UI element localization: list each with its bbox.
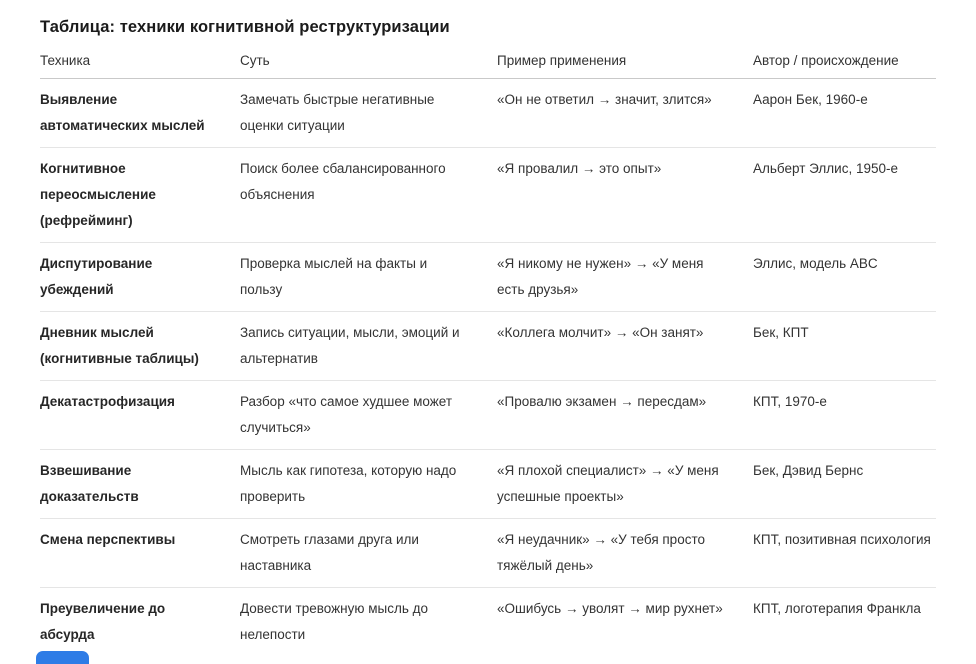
cell-text: Запись ситуации, мысли, эмоций и альтернатив: [240, 325, 460, 366]
cell-text: Замечать быстрые негативные оценки ситуации: [240, 92, 435, 133]
column-header-essence: Суть: [240, 53, 270, 68]
cell-origin: [753, 381, 936, 449]
table-row: [40, 79, 936, 148]
cell-text: «Ошибусь → уволят → мир рухнет»: [497, 601, 723, 616]
cell-text: Преувеличение до абсурда: [40, 601, 166, 642]
cell-example: [497, 312, 753, 380]
table-header-row: [40, 48, 936, 79]
cell-technique: [40, 381, 240, 449]
cell-technique: [40, 148, 240, 242]
cell-technique: [40, 312, 240, 380]
cell-text: Декатастрофизация: [40, 394, 175, 409]
cell-origin: [753, 79, 936, 147]
cell-origin: [753, 450, 936, 518]
cell-essence: [240, 148, 497, 242]
table-row: [40, 450, 936, 519]
cell-essence: [240, 243, 497, 311]
cell-example: [497, 79, 753, 147]
cell-text: Дневник мыслей (когнитивные таблицы): [40, 325, 199, 366]
cell-text: Диспутирование убеждений: [40, 256, 153, 297]
table-row: [40, 312, 936, 381]
techniques-table: [40, 48, 936, 656]
cell-origin: [753, 148, 936, 242]
cell-origin: [753, 312, 936, 380]
table-row: [40, 519, 936, 588]
cell-origin: [753, 588, 936, 656]
cell-essence: [240, 519, 497, 587]
cell-text: «Я плохой специалист» → «У меня успешные проекты»: [497, 463, 719, 504]
cell-example: [497, 450, 753, 518]
cell-text: Выявление автоматических мыслей: [40, 92, 205, 133]
cell-text: Проверка мыслей на факты и пользу: [240, 256, 428, 297]
cell-text: «Я провалил → это опыт»: [497, 161, 662, 176]
cell-text: «Я никому не нужен» → «У меня есть друзья»: [497, 256, 704, 297]
table-row: [40, 588, 936, 656]
cell-text: КПТ, 1970-е: [753, 394, 827, 409]
cell-text: Взвешивание доказательств: [40, 463, 139, 504]
column-header-origin: Автор / происхождение: [753, 53, 899, 68]
cell-text: КПТ, позитивная психология: [753, 532, 931, 547]
column-header-technique: Техника: [40, 53, 91, 68]
cell-text: Разбор «что самое худшее может случиться»: [240, 394, 453, 435]
cell-technique: [40, 450, 240, 518]
cell-text: КПТ, логотерапия Франкла: [753, 601, 921, 616]
cell-text: Поиск более сбалансированного объяснения: [240, 161, 446, 202]
cell-essence: [240, 312, 497, 380]
table-row: [40, 148, 936, 243]
cell-essence: [240, 588, 497, 656]
cell-origin: [753, 519, 936, 587]
cell-example: [497, 519, 753, 587]
cell-text: Бек, КПТ: [753, 325, 809, 340]
cell-essence: [240, 381, 497, 449]
table-row: [40, 381, 936, 450]
cell-text: Мысль как гипотеза, которую надо проверить: [240, 463, 457, 504]
cell-text: «Коллега молчит» → «Он занят»: [497, 325, 704, 340]
cell-example: [497, 148, 753, 242]
cell-technique: [40, 79, 240, 147]
cell-technique: [40, 243, 240, 311]
cell-text: Довести тревожную мысль до нелепости: [240, 601, 429, 642]
cell-text: Смена перспективы: [40, 532, 176, 547]
cell-technique: [40, 588, 240, 656]
cell-origin: [753, 243, 936, 311]
cell-text: «Я неудачник» → «У тебя просто тяжёлый день»: [497, 532, 705, 573]
cell-text: «Он не ответил → значит, злится»: [497, 92, 712, 107]
cell-text: Аарон Бек, 1960-е: [753, 92, 868, 107]
cell-text: Эллис, модель ABC: [753, 256, 878, 271]
cell-text: Когнитивное переосмысление (рефрейминг): [40, 161, 156, 228]
column-header-example: Пример применения: [497, 53, 627, 68]
cell-text: Смотреть глазами друга или наставника: [240, 532, 419, 573]
table-row: [40, 243, 936, 312]
cell-technique: [40, 519, 240, 587]
cell-example: [497, 381, 753, 449]
page-title: Таблица: техники когнитивной реструктуризации: [40, 18, 450, 36]
cell-essence: [240, 79, 497, 147]
cutoff-action-button[interactable]: [36, 651, 89, 664]
cell-text: «Провалю экзамен → пересдам»: [497, 394, 707, 409]
cell-example: [497, 243, 753, 311]
cell-example: [497, 588, 753, 656]
cell-essence: [240, 450, 497, 518]
cell-text: Альберт Эллис, 1950-е: [753, 161, 898, 176]
cell-text: Бек, Дэвид Бернс: [753, 463, 864, 478]
